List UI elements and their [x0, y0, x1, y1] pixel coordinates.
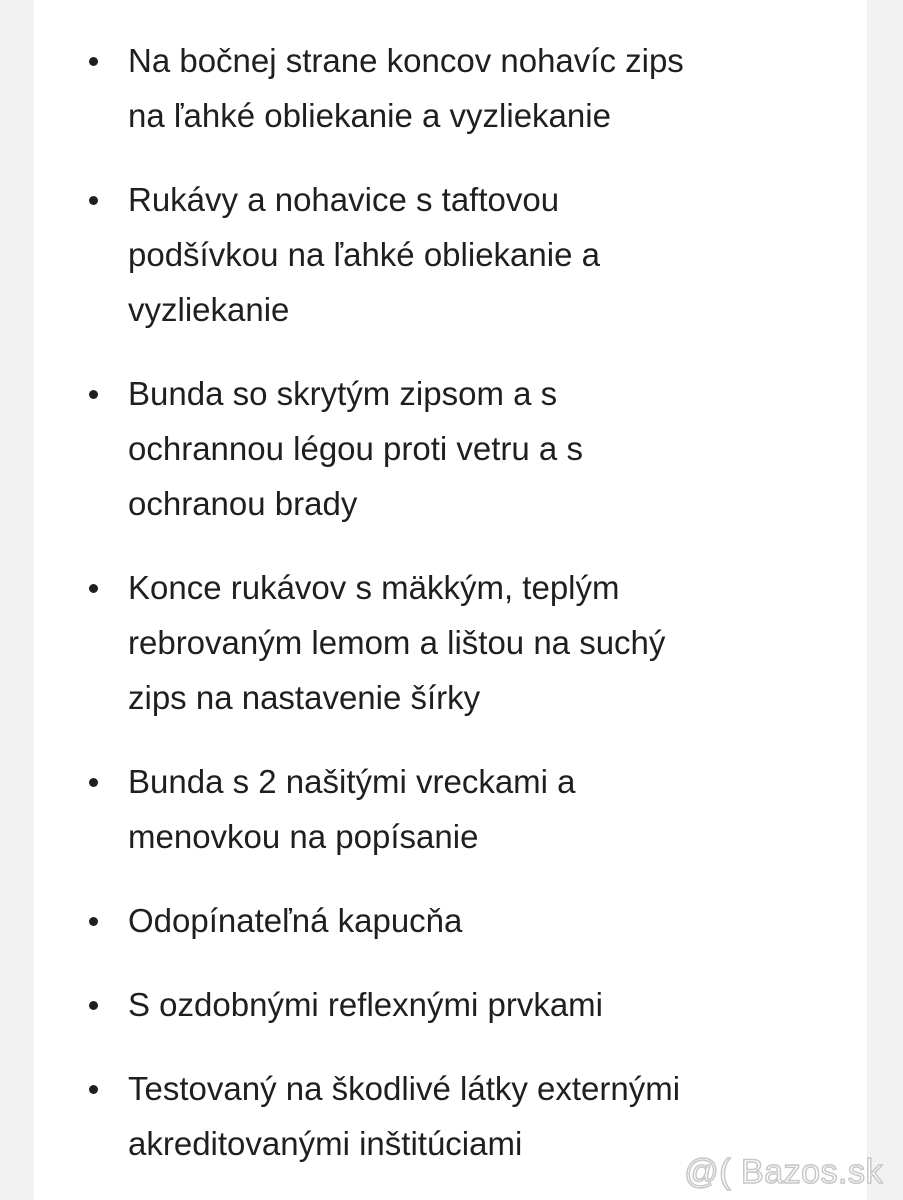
text-line: Odopínateľná kapucňa: [128, 902, 463, 939]
text-line: akreditovanými inštitúciami: [128, 1125, 523, 1162]
text-line: Testovaný na škodlivé látky externými: [128, 1070, 681, 1107]
list-item: [34, 560, 867, 725]
bullet-icon: [89, 778, 98, 787]
bullet-icon: [89, 57, 98, 66]
text-line: Na bočnej strane koncov nohavíc zips: [128, 42, 684, 79]
list-item: [34, 977, 867, 1032]
bullet-icon: [89, 917, 98, 926]
bullet-icon: [89, 196, 98, 205]
list-item-text: [128, 754, 808, 864]
text-line: S ozdobnými reflexnými prvkami: [128, 986, 603, 1023]
text-line: Rukávy a nohavice s taftovou: [128, 181, 560, 218]
text-line: ochranou brady: [128, 485, 358, 522]
feature-list: [34, 33, 867, 1200]
text-line: Konce rukávov s mäkkým, teplým: [128, 569, 620, 606]
bullet-icon: [89, 1001, 98, 1010]
list-item: [34, 893, 867, 948]
list-item: [34, 366, 867, 531]
list-item-text: [128, 977, 808, 1032]
bullet-icon: [89, 1085, 98, 1094]
bullet-icon: [89, 390, 98, 399]
list-item: [34, 33, 867, 143]
content-panel: [34, 0, 867, 1200]
text-line: ochrannou légou proti vetru a s: [128, 430, 583, 467]
bazos-watermark: @( Bazos.sk: [684, 1153, 883, 1191]
text-line: podšívkou na ľahké obliekanie a: [128, 236, 600, 273]
list-item-text: [128, 172, 808, 337]
list-item-text: [128, 893, 808, 948]
list-item-text: [128, 33, 808, 143]
text-line: rebrovaným lemom a lištou na suchý: [128, 624, 666, 661]
text-line: Bunda so skrytým zipsom a s: [128, 375, 558, 412]
text-line: menovkou na popísanie: [128, 818, 479, 855]
list-item: [34, 172, 867, 337]
text-line: Bunda s 2 našitými vreckami a: [128, 763, 576, 800]
list-item-text: [128, 366, 808, 531]
text-line: zips na nastavenie šírky: [128, 679, 481, 716]
text-line: na ľahké obliekanie a vyzliekanie: [128, 97, 611, 134]
bullet-icon: [89, 584, 98, 593]
list-item-text: [128, 560, 808, 725]
list-item: [34, 754, 867, 864]
text-line: vyzliekanie: [128, 291, 290, 328]
